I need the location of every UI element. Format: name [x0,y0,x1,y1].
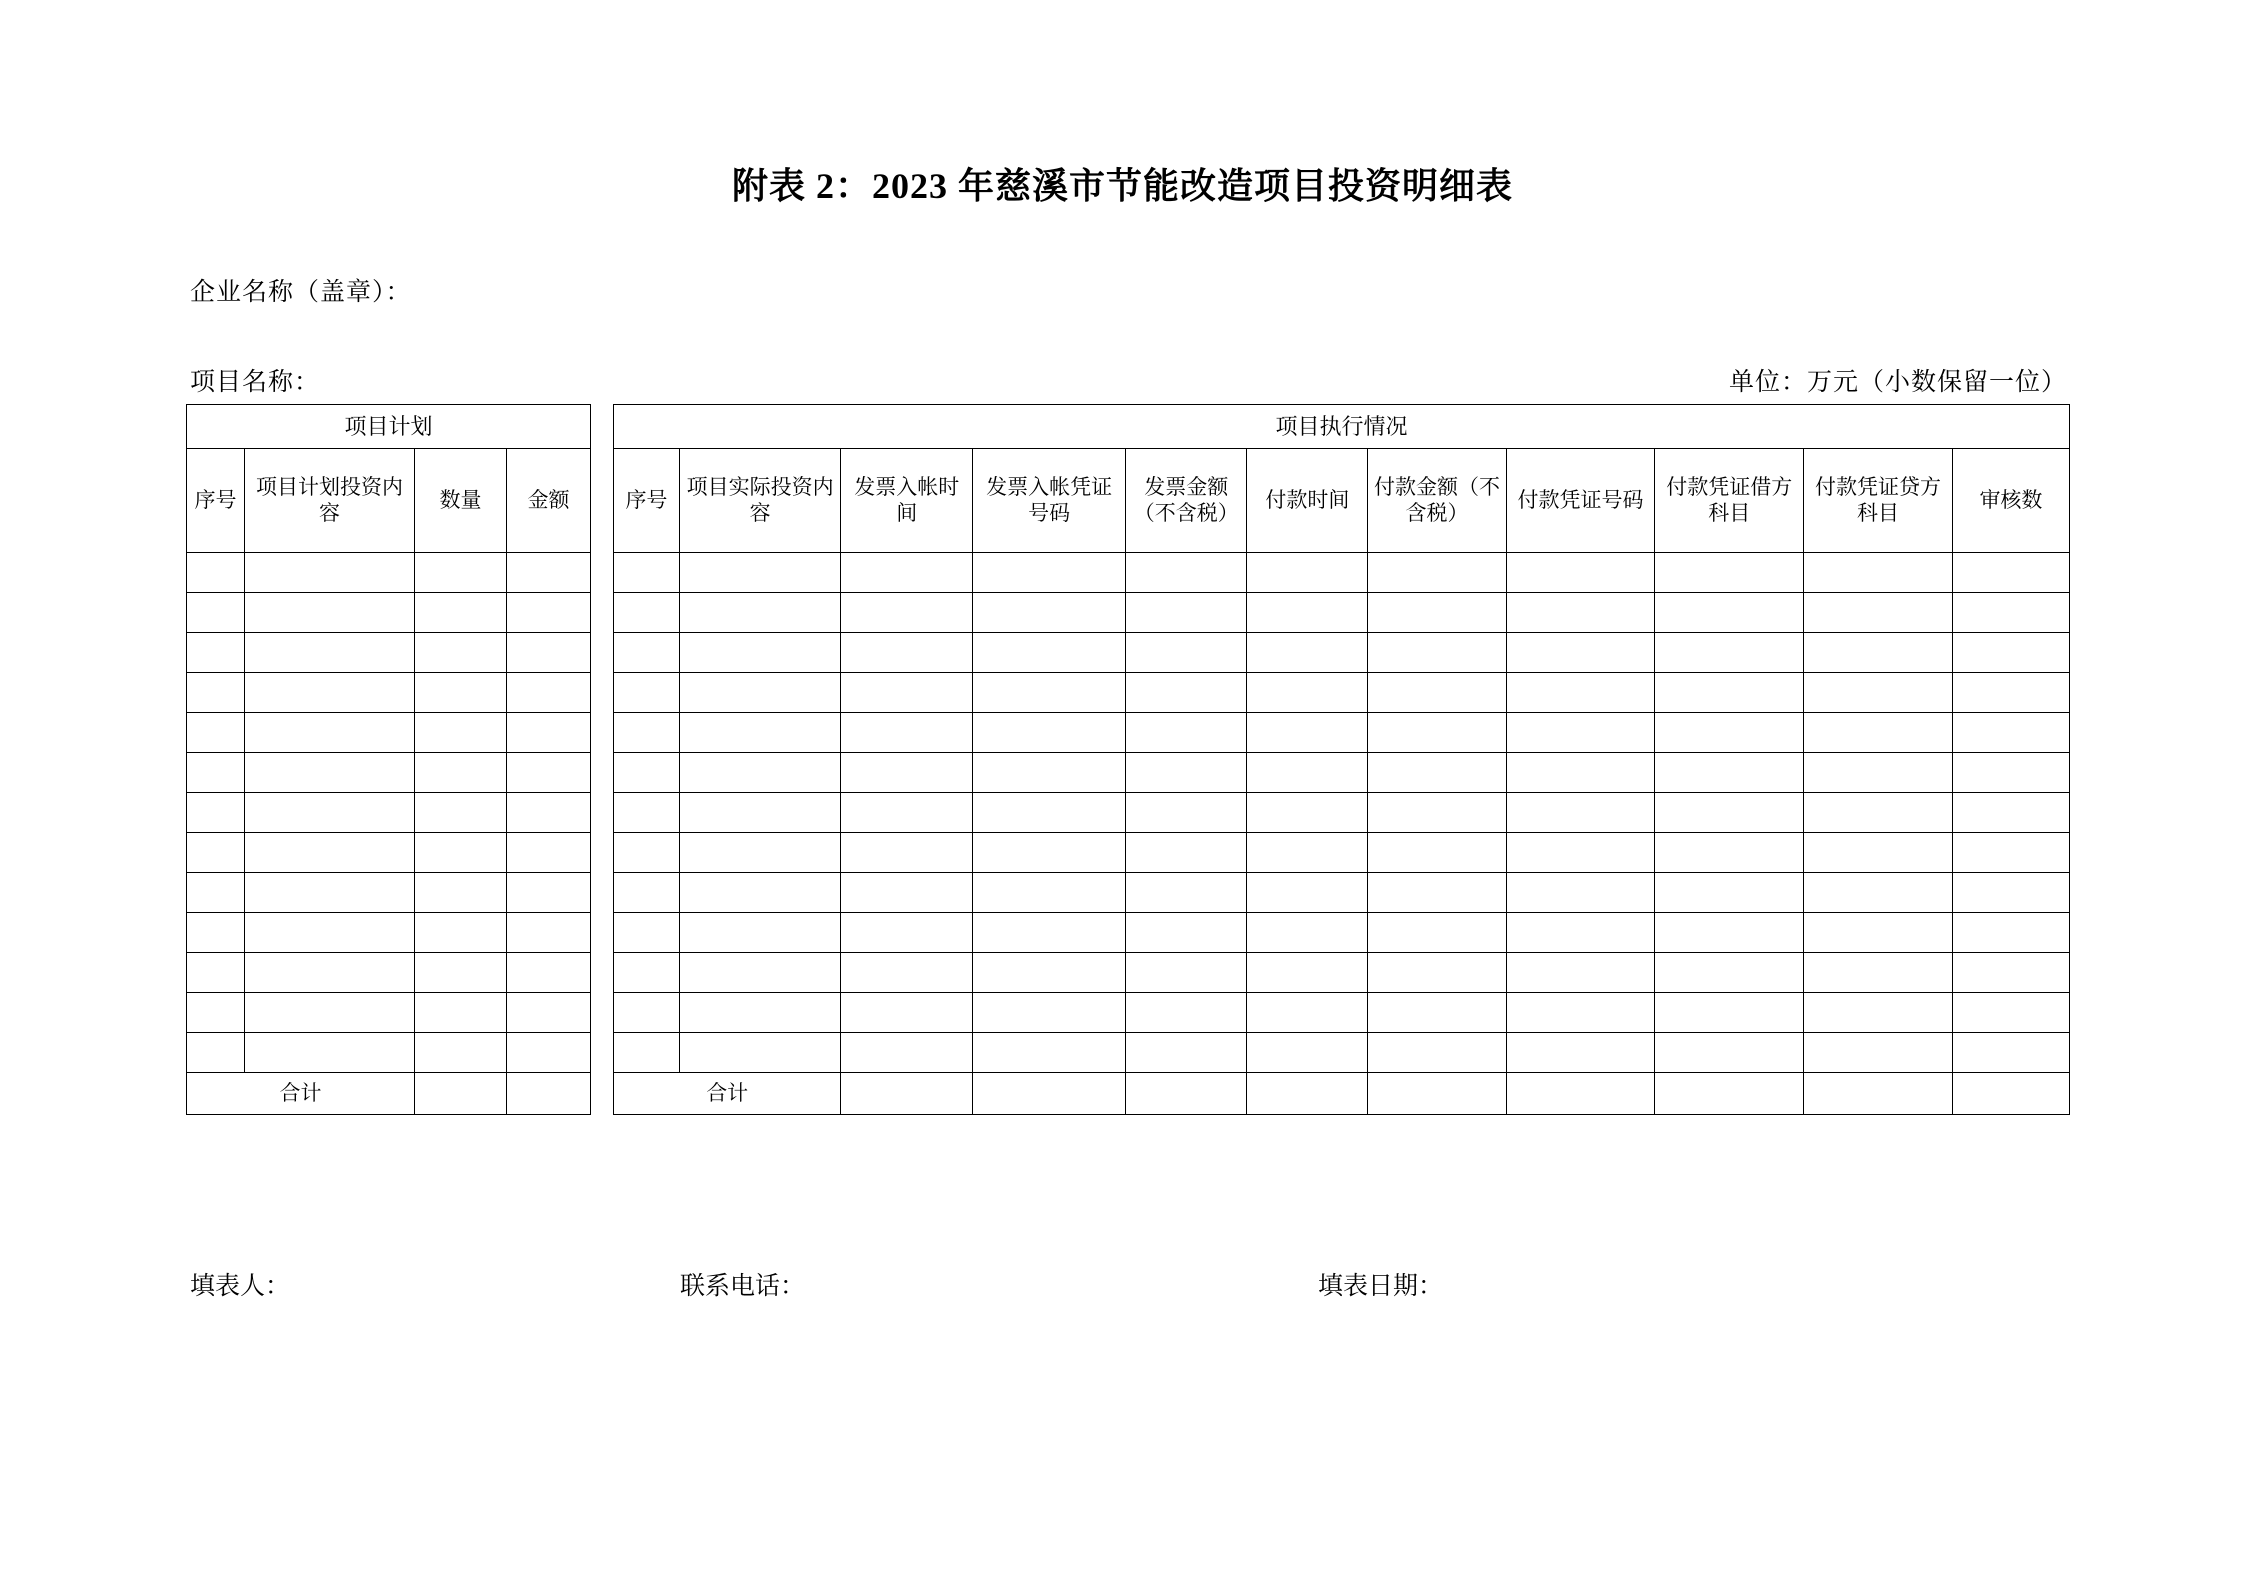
right-total-audited-amount[interactable] [1952,1073,2069,1115]
right-col-seq: 序号 [614,449,680,553]
table-row[interactable] [187,753,591,793]
cell[interactable] [1804,673,1953,713]
cell[interactable] [245,673,415,713]
table-row[interactable] [614,833,2070,873]
table-total-row [187,1073,591,1115]
cell[interactable] [507,673,591,713]
cell[interactable] [415,593,507,633]
right-total-label: 合计 [614,1073,841,1115]
table-row[interactable] [187,993,591,1033]
cell[interactable] [614,633,680,673]
cell[interactable] [614,993,680,1033]
cell[interactable] [1126,873,1247,913]
cell[interactable] [1655,753,1804,793]
cell[interactable] [679,793,841,833]
table-row[interactable] [187,793,591,833]
cell[interactable] [415,673,507,713]
cell[interactable] [1126,1033,1247,1073]
cell[interactable] [841,1033,973,1073]
cell[interactable] [507,953,591,993]
cell[interactable] [187,633,245,673]
cell[interactable] [187,993,245,1033]
cell[interactable] [614,553,680,593]
cell[interactable] [507,873,591,913]
cell[interactable] [1655,593,1804,633]
cell[interactable] [841,633,973,673]
cell[interactable] [1368,1033,1506,1073]
cell[interactable] [1126,753,1247,793]
unit-note: 单位：万元（小数保留一位） [1728,369,2067,396]
project-execution-table [613,404,2070,1115]
cell[interactable] [415,633,507,673]
cell[interactable] [245,593,415,633]
table-row[interactable] [187,713,591,753]
cell[interactable] [1506,553,1655,593]
cell[interactable] [614,953,680,993]
preparer-label: 填表人： [190,1273,291,1300]
cell[interactable] [187,873,245,913]
table-row[interactable] [614,913,2070,953]
cell[interactable] [1247,833,1368,873]
cell[interactable] [679,833,841,873]
cell[interactable] [1952,913,2069,953]
right-total-credit-account[interactable] [1804,1073,1953,1115]
fill-date-label: 填表日期： [1318,1273,1444,1300]
right-total-payment-date[interactable] [1247,1073,1368,1115]
cell[interactable] [415,553,507,593]
cell[interactable] [415,833,507,873]
right-col-invoice-date: 发票入帐时间 [841,449,973,553]
cell[interactable] [1804,913,1953,953]
cell[interactable] [1506,753,1655,793]
left-col-amount: 金额 [507,449,591,553]
cell[interactable] [1506,633,1655,673]
table-total-row [614,1073,2070,1115]
cell[interactable] [1506,1033,1655,1073]
cell[interactable] [1126,553,1247,593]
cell[interactable] [614,753,680,793]
cell[interactable] [614,913,680,953]
cell[interactable] [973,833,1126,873]
cell[interactable] [841,753,973,793]
cell[interactable] [1368,913,1506,953]
cell[interactable] [1952,593,2069,633]
cell[interactable] [245,873,415,913]
cell[interactable] [1952,833,2069,873]
cell[interactable] [614,593,680,633]
cell[interactable] [1655,913,1804,953]
cell[interactable] [973,753,1126,793]
cell[interactable] [1368,713,1506,753]
cell[interactable] [1655,673,1804,713]
cell[interactable] [245,553,415,593]
cell[interactable] [1804,833,1953,873]
contact-phone-label: 联系电话： [680,1273,806,1300]
table-row[interactable] [614,593,2070,633]
cell[interactable] [679,1033,841,1073]
cell[interactable] [1655,993,1804,1033]
table-row[interactable] [614,993,2070,1033]
cell[interactable] [507,593,591,633]
left-col-plan-content: 项目计划投资内容 [245,449,415,553]
cell[interactable] [614,673,680,713]
company-name-field-label: 企业名称（盖章）： [190,279,412,306]
cell[interactable] [1368,993,1506,1033]
cell[interactable] [1655,633,1804,673]
cell[interactable] [1247,873,1368,913]
cell[interactable] [841,873,973,913]
cell[interactable] [415,1033,507,1073]
cell[interactable] [415,873,507,913]
cell[interactable] [679,553,841,593]
cell[interactable] [1126,913,1247,953]
table-row[interactable] [187,673,591,713]
left-group-header: 项目计划 [187,405,591,449]
cell[interactable] [679,593,841,633]
cell[interactable] [1247,753,1368,793]
page-title: 附表 2：2023 年慈溪市节能改造项目投资明细表 [731,166,1513,206]
cell[interactable] [1655,713,1804,753]
cell[interactable] [507,553,591,593]
cell[interactable] [1655,793,1804,833]
cell[interactable] [415,753,507,793]
cell[interactable] [1506,673,1655,713]
project-plan-table [186,404,591,1115]
cell[interactable] [614,1033,680,1073]
left-total-quantity[interactable] [415,1073,507,1115]
right-col-payment-voucher-no: 付款凭证号码 [1506,449,1655,553]
cell[interactable] [245,713,415,753]
cell[interactable] [1368,593,1506,633]
cell[interactable] [1506,593,1655,633]
cell[interactable] [1126,713,1247,753]
table-row[interactable] [187,1033,591,1073]
cell[interactable] [1804,953,1953,993]
cell[interactable] [187,793,245,833]
table-row[interactable] [614,713,2070,753]
cell[interactable] [614,833,680,873]
cell[interactable] [679,913,841,953]
right-total-invoice-voucher-no[interactable] [973,1073,1126,1115]
cell[interactable] [1952,673,2069,713]
cell[interactable] [1126,633,1247,673]
cell[interactable] [1247,1033,1368,1073]
table-header-row [187,449,591,553]
table-row[interactable] [614,793,2070,833]
cell[interactable] [1506,993,1655,1033]
cell[interactable] [245,753,415,793]
table-row[interactable] [187,833,591,873]
cell[interactable] [1804,1033,1953,1073]
cell[interactable] [1952,633,2069,673]
cell[interactable] [1655,873,1804,913]
cell[interactable] [1368,553,1506,593]
cell[interactable] [187,1033,245,1073]
right-col-invoice-voucher-no: 发票入帐凭证号码 [973,449,1126,553]
cell[interactable] [1368,753,1506,793]
left-total-label: 合计 [187,1073,415,1115]
cell[interactable] [1368,873,1506,913]
cell[interactable] [1506,833,1655,873]
cell[interactable] [507,913,591,953]
cell[interactable] [1126,953,1247,993]
cell[interactable] [679,873,841,913]
cell[interactable] [507,993,591,1033]
cell[interactable] [841,833,973,873]
cell[interactable] [507,1033,591,1073]
cell[interactable] [245,793,415,833]
cell[interactable] [1804,993,1953,1033]
cell[interactable] [841,953,973,993]
cell[interactable] [1804,593,1953,633]
cell[interactable] [1804,793,1953,833]
cell[interactable] [1952,793,2069,833]
table-row[interactable] [187,953,591,993]
cell[interactable] [1247,993,1368,1033]
cell[interactable] [245,1033,415,1073]
cell[interactable] [1804,873,1953,913]
cell[interactable] [679,673,841,713]
cell[interactable] [841,913,973,953]
cell[interactable] [1655,833,1804,873]
cell[interactable] [187,713,245,753]
cell[interactable] [245,993,415,1033]
table-row[interactable] [614,633,2070,673]
right-total-payment-amount[interactable] [1368,1073,1506,1115]
cell[interactable] [1506,713,1655,753]
left-total-amount[interactable] [507,1073,591,1115]
right-col-payment-date: 付款时间 [1247,449,1368,553]
right-total-debit-account[interactable] [1655,1073,1804,1115]
cell[interactable] [614,793,680,833]
table-row[interactable] [187,593,591,633]
cell[interactable] [1126,593,1247,633]
cell[interactable] [1952,713,2069,753]
table-row[interactable] [614,873,2070,913]
cell[interactable] [245,633,415,673]
right-total-invoice-amount[interactable] [1126,1073,1247,1115]
cell[interactable] [507,713,591,753]
cell[interactable] [1126,793,1247,833]
table-row[interactable] [187,633,591,673]
right-col-actual-content: 项目实际投资内容 [679,449,841,553]
cell[interactable] [973,633,1126,673]
table-row[interactable] [614,553,2070,593]
right-col-invoice-amount: 发票金额（不含税） [1126,449,1247,553]
cell[interactable] [1368,793,1506,833]
cell[interactable] [973,913,1126,953]
table-group-header-row [614,405,2070,449]
cell[interactable] [415,993,507,1033]
cell[interactable] [415,713,507,753]
cell[interactable] [1126,673,1247,713]
cell[interactable] [245,953,415,993]
cell[interactable] [1247,553,1368,593]
table-row[interactable] [614,753,2070,793]
table-row[interactable] [614,673,2070,713]
cell[interactable] [1952,873,2069,913]
cell[interactable] [1804,753,1953,793]
cell[interactable] [1952,953,2069,993]
right-group-header: 项目执行情况 [614,405,2070,449]
cell[interactable] [1655,553,1804,593]
right-col-payment-credit-account: 付款凭证贷方科目 [1804,449,1953,553]
cell[interactable] [973,713,1126,753]
table-group-header-row [187,405,591,449]
table-row[interactable] [187,553,591,593]
cell[interactable] [1506,913,1655,953]
cell[interactable] [187,953,245,993]
cell[interactable] [1506,873,1655,913]
tables-container [186,404,2070,1115]
cell[interactable] [1655,1033,1804,1073]
cell[interactable] [1655,953,1804,993]
cell[interactable] [1247,713,1368,753]
cell[interactable] [679,953,841,993]
cell[interactable] [187,753,245,793]
right-total-invoice-date[interactable] [841,1073,973,1115]
cell[interactable] [245,913,415,953]
cell[interactable] [1368,953,1506,993]
right-col-payment-amount: 付款金额（不含税） [1368,449,1506,553]
cell[interactable] [1952,553,2069,593]
cell[interactable] [1126,833,1247,873]
cell[interactable] [841,553,973,593]
cell[interactable] [187,593,245,633]
cell[interactable] [973,553,1126,593]
cell[interactable] [1952,1033,2069,1073]
table-header-row [614,449,2070,553]
right-col-payment-debit-account: 付款凭证借方科目 [1655,449,1804,553]
cell[interactable] [841,993,973,1033]
cell[interactable] [973,953,1126,993]
cell[interactable] [614,713,680,753]
cell[interactable] [1804,553,1953,593]
table-row[interactable] [614,953,2070,993]
cell[interactable] [507,833,591,873]
cell[interactable] [187,913,245,953]
cell[interactable] [1247,953,1368,993]
cell[interactable] [1247,793,1368,833]
cell[interactable] [1506,793,1655,833]
cell[interactable] [973,673,1126,713]
cell[interactable] [1247,593,1368,633]
cell[interactable] [841,673,973,713]
cell[interactable] [679,993,841,1033]
cell[interactable] [1368,833,1506,873]
right-col-audited-amount: 审核数 [1952,449,2069,553]
cell[interactable] [507,753,591,793]
cell[interactable] [187,553,245,593]
cell[interactable] [973,993,1126,1033]
cell[interactable] [415,913,507,953]
cell[interactable] [841,793,973,833]
left-col-seq: 序号 [187,449,245,553]
table-row[interactable] [187,913,591,953]
cell[interactable] [187,833,245,873]
cell[interactable] [614,873,680,913]
cell[interactable] [1247,633,1368,673]
cell[interactable] [187,673,245,713]
cell[interactable] [507,793,591,833]
project-name-field-label: 项目名称： [190,369,321,396]
cell[interactable] [1368,633,1506,673]
cell[interactable] [973,1033,1126,1073]
cell[interactable] [679,633,841,673]
cell[interactable] [1368,673,1506,713]
cell[interactable] [1952,993,2069,1033]
cell[interactable] [415,953,507,993]
table-row[interactable] [187,873,591,913]
cell[interactable] [245,833,415,873]
cell[interactable] [1506,953,1655,993]
cell[interactable] [1247,673,1368,713]
cell[interactable] [1804,713,1953,753]
cell[interactable] [973,873,1126,913]
table-row[interactable] [614,1033,2070,1073]
cell[interactable] [973,593,1126,633]
cell[interactable] [507,633,591,673]
cell[interactable] [679,753,841,793]
cell[interactable] [679,713,841,753]
cell[interactable] [1952,753,2069,793]
cell[interactable] [1126,993,1247,1033]
cell[interactable] [841,593,973,633]
right-total-payment-voucher-no[interactable] [1506,1073,1655,1115]
cell[interactable] [415,793,507,833]
cell[interactable] [1804,633,1953,673]
cell[interactable] [973,793,1126,833]
cell[interactable] [1247,913,1368,953]
cell[interactable] [841,713,973,753]
left-col-quantity: 数量 [415,449,507,553]
